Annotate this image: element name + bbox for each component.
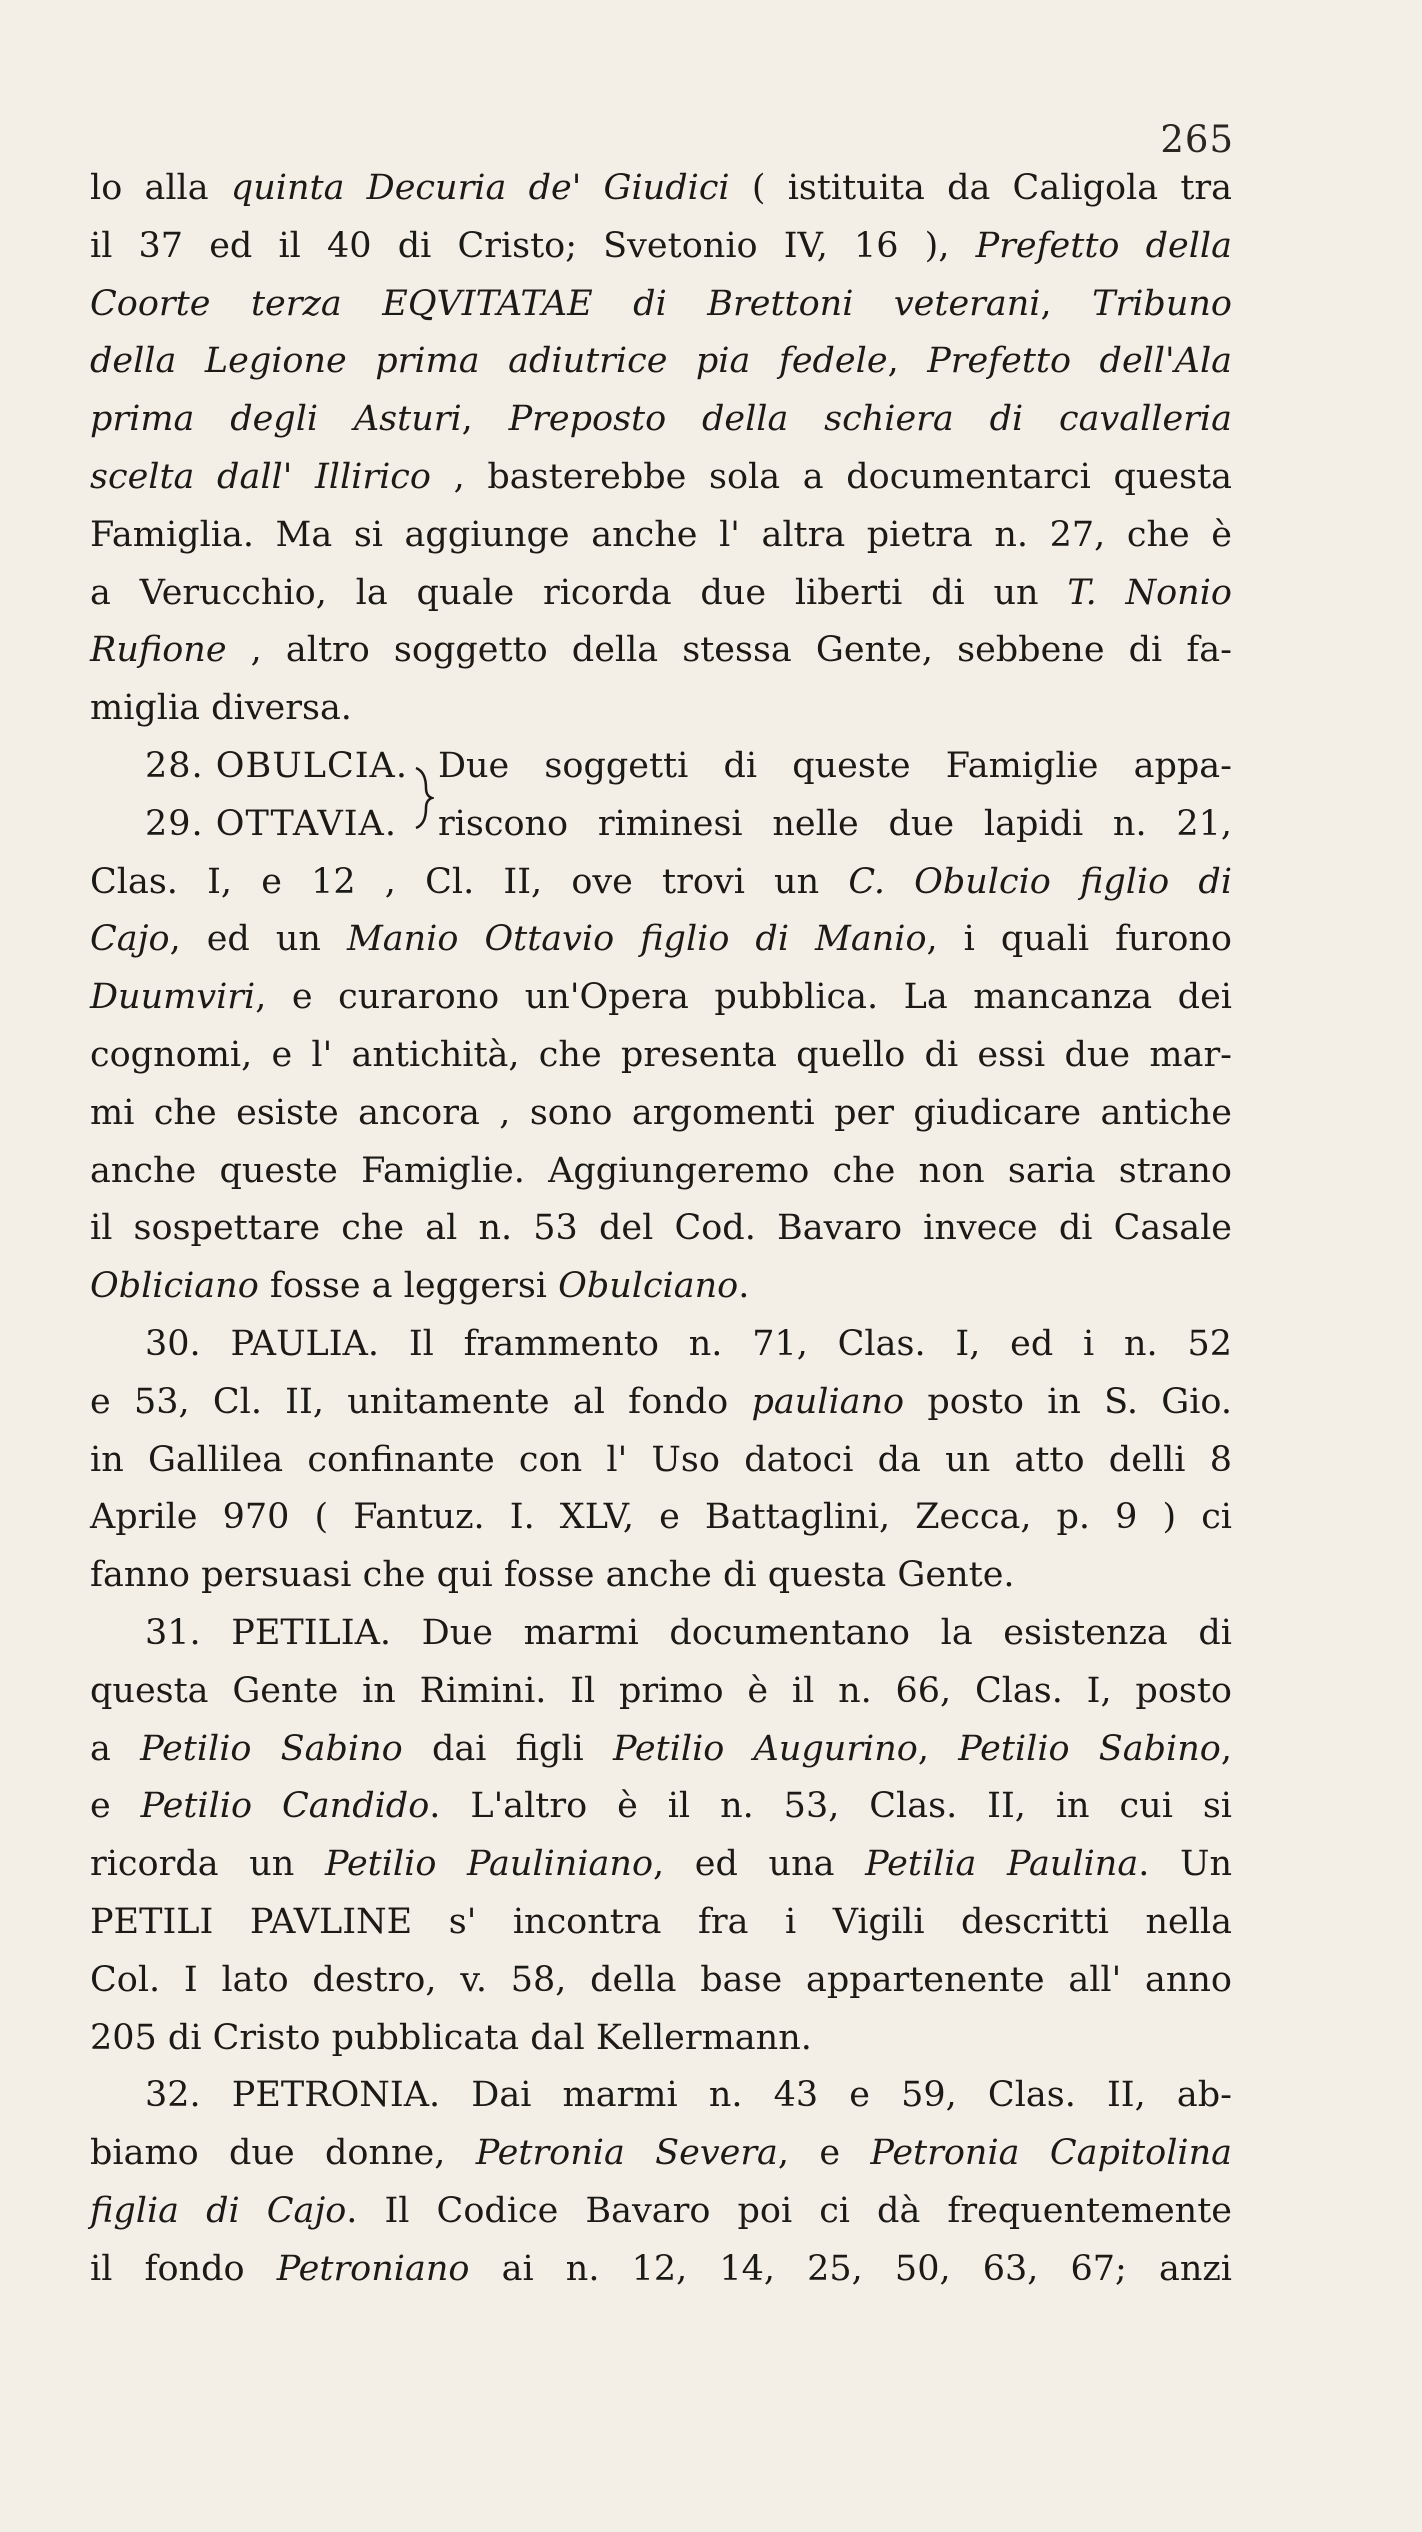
italic-segment: Coorte terza EQVITATAE di Brettoni veterani [90, 283, 1041, 324]
text-line [90, 333, 1232, 391]
italic-segment: C. Obulcio figlio di [848, 861, 1233, 902]
text-line [90, 565, 1232, 623]
text-line [90, 2125, 1232, 2183]
text-segment: ai n. 12, 14, 25, 50, 63, 67; anzi [469, 2248, 1232, 2289]
text-segment: a Verucchio, la quale ricorda due liberti di un [90, 572, 1068, 613]
text-segment: . [738, 1266, 750, 1307]
text-segment: a [90, 1728, 141, 1769]
text-segment: il 37 ed il 40 di Cristo; Svetonio IV, 16 ), [90, 225, 976, 266]
text-line [90, 276, 1232, 334]
italic-segment: Petilia Paulina [865, 1844, 1139, 1885]
text-segment: , altro soggetto della stessa Gente, sebbene di fa- [226, 630, 1232, 671]
italic-segment: Obliciano [90, 1266, 259, 1307]
italic-segment: Rufione [90, 630, 227, 671]
text-segment: il fondo [90, 2248, 277, 2289]
text-segment: . Un [1138, 1844, 1232, 1885]
text-line [90, 1200, 1232, 1258]
heading-obulcia: 28. OBULCIA. [145, 745, 408, 786]
text-line [90, 911, 1232, 969]
text-segment: e [90, 1786, 141, 1827]
text-segment: 31. PETILIA. Due marmi documentano la esistenza di [145, 1612, 1232, 1653]
text-line [90, 1489, 1232, 1547]
italic-segment: Petilio Augurino [612, 1728, 918, 1769]
text-line [90, 1721, 1232, 1779]
italic-segment: della Legione prima adiutrice pia fedele [90, 341, 888, 382]
text-segment: dai figli [402, 1728, 613, 1769]
text-line: riscono riminesi nelle due lapidi n. 21, [437, 803, 1232, 844]
text-line [90, 1374, 1232, 1432]
text-line [90, 1143, 1232, 1201]
text-line [90, 680, 1232, 738]
text-line [90, 1258, 1232, 1316]
italic-segment: Petronia Capitolina [870, 2133, 1232, 2174]
text-segment: PETILI PAVLINE s' incontra fra i Vigili descritti nella [90, 1901, 1232, 1942]
italic-segment: figlia di Cajo [90, 2190, 347, 2231]
italic-segment: prima degli Asturi [90, 399, 462, 440]
text-line [90, 2067, 1232, 2125]
italic-segment: Petilio Candido [140, 1786, 430, 1827]
text-segment: Clas. I, e 12 , Cl. II, ove trovi un [90, 861, 849, 902]
text-line [90, 507, 1232, 565]
body-text [90, 160, 1232, 2298]
text-segment: lo alla [90, 168, 231, 208]
text-segment: ( istituita da Caligola tra [729, 168, 1233, 208]
italic-segment: T. Nonio [1067, 572, 1232, 613]
italic-segment: Prefetto dell'Ala [927, 341, 1233, 382]
page-number: 265 [1160, 118, 1234, 161]
text-segment: , [1040, 283, 1093, 324]
italic-segment: Obulciano [558, 1266, 739, 1307]
text-line [90, 622, 1232, 680]
italic-segment: Cajo [90, 919, 170, 960]
text-line [90, 1605, 1232, 1663]
italic-segment: Petilio Sabino [958, 1728, 1221, 1769]
text-line [90, 969, 1232, 1027]
text-segment: fanno persuasi che qui fosse anche di questa Gente. [90, 1555, 1015, 1596]
paragraph-continuation [90, 160, 1232, 738]
text-segment: Famiglia. Ma si aggiunge anche l' altra pietra n. 27, che è [90, 514, 1232, 555]
brace-symbol [408, 738, 438, 854]
obulcia-ottavia-entry [90, 738, 1232, 854]
italic-segment: Prefetto della [975, 225, 1232, 266]
heading-ottavia: 29. OTTAVIA. [145, 803, 397, 844]
brace-text [438, 738, 1232, 854]
italic-segment: scelta dall' Illirico [90, 456, 431, 497]
text-line [90, 160, 1232, 218]
text-line [90, 1085, 1232, 1143]
text-line [90, 449, 1232, 507]
text-segment: , e [777, 2133, 871, 2174]
italic-segment: Preposto della schiera di cavalleria [508, 399, 1232, 440]
text-line [90, 2241, 1232, 2299]
text-segment: . L'altro è il n. 53, Clas. II, in cui si [429, 1786, 1232, 1827]
text-line [90, 1027, 1232, 1085]
paragraphs [90, 854, 1232, 2299]
text-segment: cognomi, e l' antichità, che presenta quello di essi due mar- [90, 1034, 1232, 1075]
text-segment: Col. I lato destro, v. 58, della base appartenente all' anno [90, 1959, 1232, 2000]
text-line [90, 1836, 1232, 1894]
text-line [90, 1894, 1232, 1952]
text-segment: biamo due donne, [90, 2133, 476, 2174]
text-segment: anche queste Famiglie. Aggiungeremo che non saria strano [90, 1150, 1232, 1191]
text-segment: , ed un [169, 919, 347, 960]
text-segment: 205 di Cristo pubblicata dal Kellermann. [90, 2017, 812, 2058]
text-line [90, 1952, 1232, 2010]
text-segment: , [461, 399, 509, 440]
text-segment: , e curarono un'Opera pubblica. La mancanza dei [255, 977, 1232, 1018]
text-segment: Aprile 970 ( Fantuz. I. XLV, e Battaglini, Zecca, p. 9 ) ci [90, 1497, 1232, 1538]
text-segment: , [917, 1728, 959, 1769]
text-segment: mi che esiste ancora , sono argomenti per giudicare antiche [90, 1092, 1232, 1133]
text-line: Due soggetti di queste Famiglie appa- [437, 745, 1232, 786]
italic-segment: Petronia Severa [475, 2133, 778, 2174]
text-segment: , i quali furono [926, 919, 1233, 960]
text-segment: questa Gente in Rimini. Il primo è il n. 66, Clas. I, posto [90, 1670, 1232, 1711]
italic-segment: Duumviri [90, 977, 256, 1018]
italic-segment: Tribuno [1092, 283, 1232, 324]
text-segment: ricorda un [90, 1844, 325, 1885]
text-segment: , [887, 341, 928, 382]
text-segment: in Gallilea confinante con l' Uso datoci da un atto delli 8 [90, 1439, 1232, 1480]
text-segment: 30. PAULIA. Il frammento n. 71, Clas. I, ed i n. 52 [145, 1323, 1232, 1364]
text-line [90, 2183, 1232, 2241]
text-line [90, 1547, 1232, 1605]
text-segment: 32. PETRONIA. Dai marmi n. 43 e 59, Clas. II, ab- [145, 2075, 1232, 2116]
text-segment: miglia diversa. [90, 688, 352, 729]
text-segment: fosse a leggersi [258, 1266, 559, 1307]
text-segment: , [1220, 1728, 1233, 1769]
text-line [90, 1316, 1232, 1374]
italic-segment: quinta Decuria de' Giudici [230, 168, 730, 208]
text-segment: e 53, Cl. II, unitamente al fondo [90, 1381, 752, 1422]
text-segment: , basterebbe sola a documentarci questa [430, 456, 1232, 497]
italic-segment: Petroniano [276, 2248, 470, 2289]
text-line [90, 1432, 1232, 1490]
text-segment: . Il Codice Bavaro poi ci dà frequentemente [346, 2190, 1232, 2231]
text-segment: , ed una [653, 1844, 866, 1885]
italic-segment: pauliano [751, 1381, 905, 1422]
text-line [90, 2010, 1232, 2068]
italic-segment: Petilio Sabino [140, 1728, 403, 1769]
text-line [90, 1778, 1232, 1836]
italic-segment: Manio Ottavio figlio di Manio [346, 919, 927, 960]
italic-segment: Petilio Pauliniano [324, 1844, 654, 1885]
text-segment: il sospettare che al n. 53 del Cod. Bavaro invece di Casale [90, 1208, 1232, 1249]
text-line [90, 218, 1232, 276]
text-line [90, 391, 1232, 449]
brace-headings [90, 738, 408, 854]
curly-brace-icon [412, 746, 434, 846]
text-line [90, 1663, 1232, 1721]
text-segment: posto in S. Gio. [904, 1381, 1232, 1422]
text-line [90, 854, 1232, 912]
